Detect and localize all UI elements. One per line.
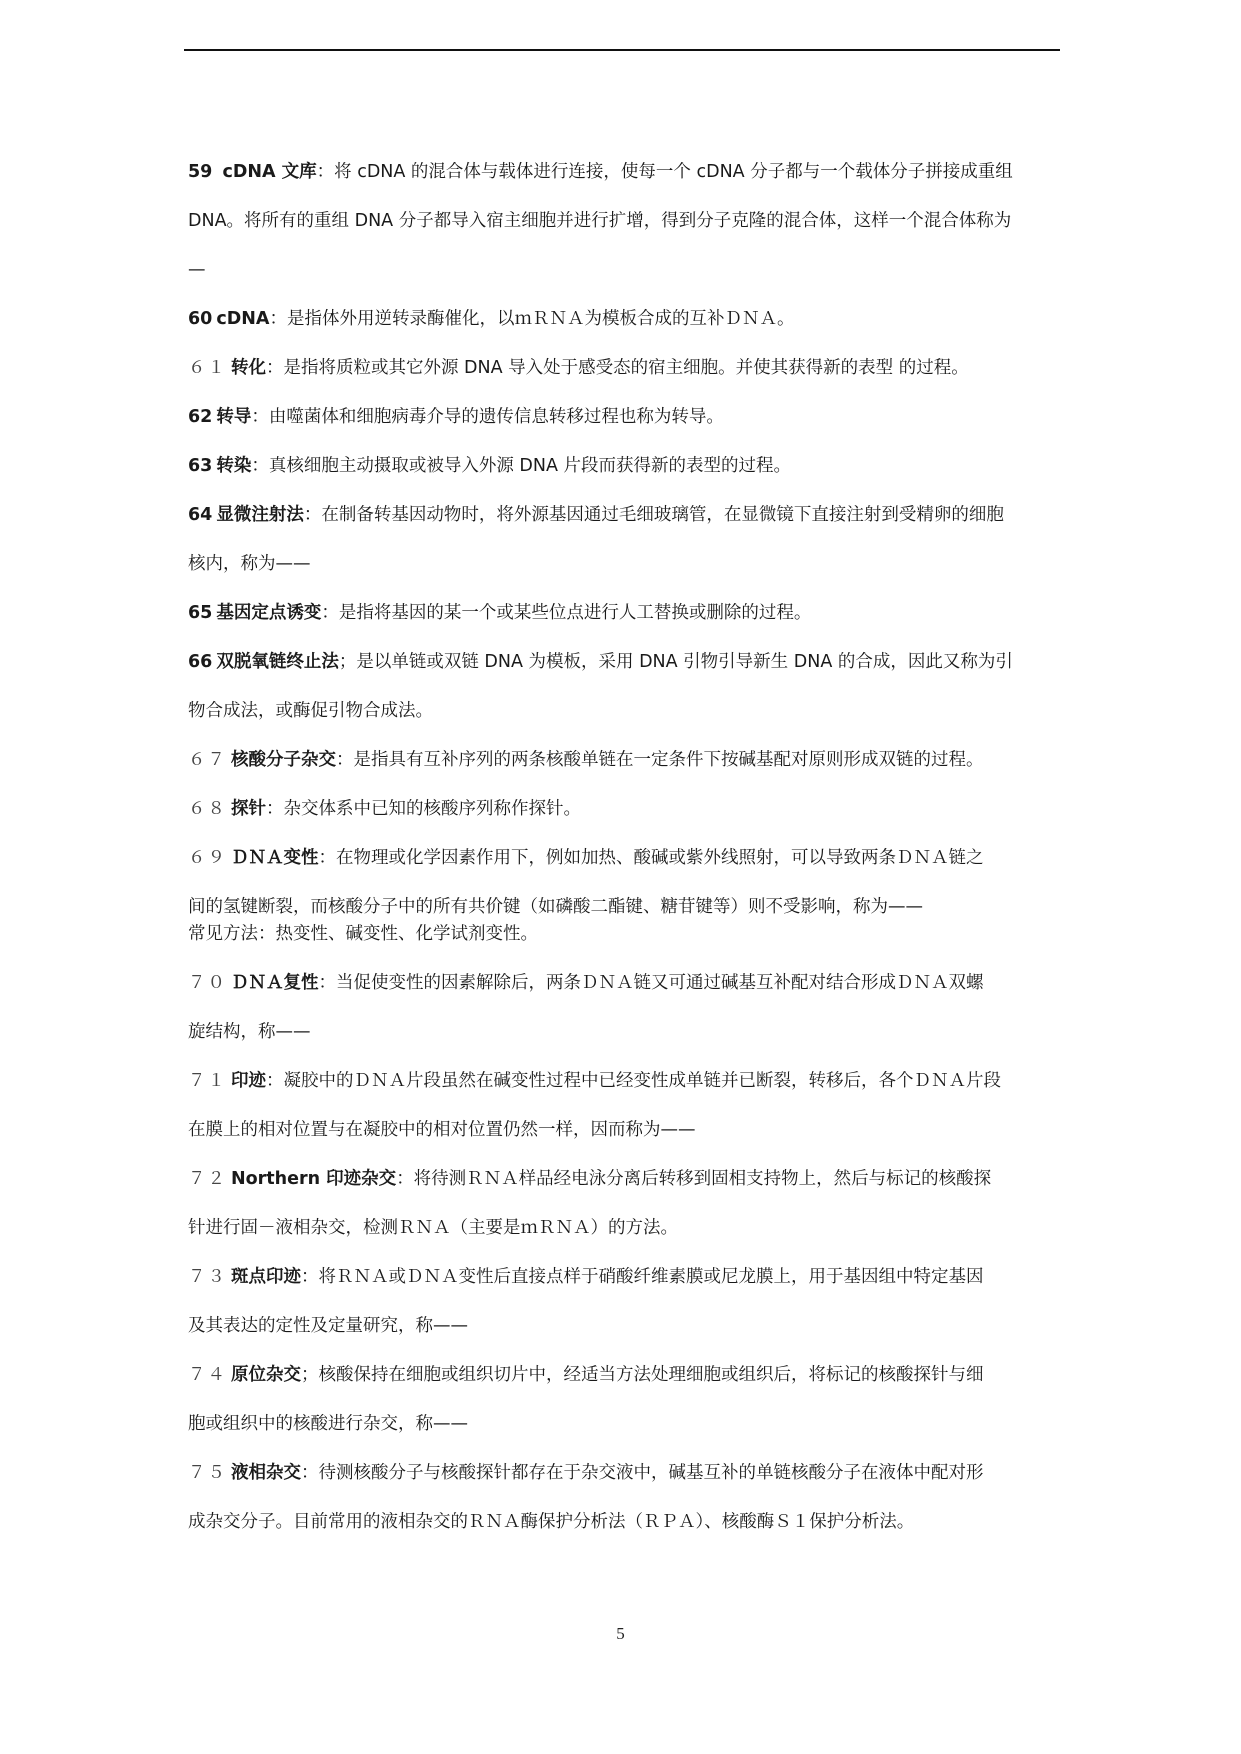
entry-text: ：是指具有互补序列的两条核酸单链在一定条件下按碱基配对原则形成双链的过程。: [336, 750, 984, 770]
document-line: [188, 971, 1056, 995]
entry-text: ：将 cDNA 的混合体与载体进行连接，使每一个 cDNA 分子都与一个载体分子拼接成重组: [316, 162, 1013, 182]
entry-number: 63: [188, 456, 213, 476]
document-line: [188, 1461, 1056, 1485]
entry-number: ６９: [188, 848, 227, 868]
entry-number: 64: [188, 505, 213, 525]
document-line: [188, 1020, 1056, 1044]
document-line: [188, 1314, 1056, 1338]
entry-term: cDNA 文库: [216, 162, 317, 182]
entry-term: 双脱氧链终止法: [216, 652, 339, 672]
entry-term: ＤＮＡ变性: [231, 848, 319, 868]
entry-text: ；核酸保持在细胞或组织切片中，经适当方法处理细胞或组织后，将标记的核酸探针与细: [301, 1365, 984, 1385]
entry-text: 核内，称为——: [188, 554, 311, 574]
entry-text: 旋结构，称——: [188, 1022, 311, 1042]
entry-number: ７１: [188, 1071, 227, 1091]
entry-text: 常见方法：热变性、碱变性、化学试剂变性。: [188, 924, 538, 944]
entry-text: ：是指将质粒或其它外源 DNA 导入处于感受态的宿主细胞。并使其获得新的表型 的过程。: [266, 358, 969, 378]
entry-number: 62: [188, 407, 213, 427]
entry-term: 显微注射法: [216, 505, 304, 525]
entry-text: ：真核细胞主动摄取或被导入外源 DNA 片段而获得新的表型的过程。: [251, 456, 792, 476]
entry-term: cDNA: [216, 309, 270, 329]
entry-term: 探针: [231, 799, 266, 819]
document-line: [188, 503, 1056, 527]
entry-number: ７５: [188, 1463, 227, 1483]
document-line: [188, 1216, 1056, 1240]
entry-number: 66: [188, 652, 213, 672]
entry-term: 印迹: [231, 1071, 266, 1091]
document-line: [188, 1167, 1056, 1191]
document-line: [188, 356, 1056, 380]
entry-text: 物合成法，或酶促引物合成法。: [188, 701, 433, 721]
entry-term: 原位杂交: [231, 1365, 301, 1385]
entry-number: 65: [188, 603, 213, 623]
entry-text: 成杂交分子。目前常用的液相杂交的ＲＮＡ酶保护分析法（ＲＰＡ）、核酸酶Ｓ１保护分析法。: [188, 1512, 915, 1532]
document-line: [188, 1510, 1056, 1534]
entry-text: ：是指体外用逆转录酶催化，以ｍＲＮＡ为模板合成的互补ＤＮＡ。: [269, 309, 795, 329]
document-line: [188, 1118, 1056, 1142]
document-line: [188, 922, 1056, 946]
document-body: [188, 160, 1056, 1559]
document-line: [188, 405, 1056, 429]
entry-number: ７０: [188, 973, 227, 993]
document-line: [188, 601, 1056, 625]
document-line: [188, 846, 1056, 870]
entry-text: ：当促使变性的因素解除后，两条ＤＮＡ链又可通过碱基互补配对结合形成ＤＮＡ双螺: [318, 973, 984, 993]
document-line: [188, 1069, 1056, 1093]
entry-number: ７２: [188, 1169, 227, 1189]
entry-term: ＤＮＡ复性: [231, 973, 319, 993]
document-line: [188, 895, 1056, 919]
document-line: [188, 1265, 1056, 1289]
entry-number: ７４: [188, 1365, 227, 1385]
entry-text: DNA。将所有的重组 DNA 分子都导入宿主细胞并进行扩增，得到分子克隆的混合体，这样一个混合体称为: [188, 211, 1012, 231]
entry-term: 转化: [231, 358, 266, 378]
entry-text: 在膜上的相对位置与在凝胶中的相对位置仍然一样，因而称为——: [188, 1120, 696, 1140]
entry-term: 液相杂交: [231, 1463, 301, 1483]
document-line: [188, 748, 1056, 772]
entry-term: 转染: [216, 456, 252, 476]
entry-text: ：由噬菌体和细胞病毒介导的遗传信息转移过程也称为转导。: [251, 407, 724, 427]
entry-number: ６８: [188, 799, 227, 819]
entry-text: 胞或组织中的核酸进行杂交，称——: [188, 1414, 468, 1434]
entry-text: ：将待测ＲＮＡ样品经电泳分离后转移到固相支持物上，然后与标记的核酸探: [396, 1169, 992, 1189]
entry-text: ：待测核酸分子与核酸探针都存在于杂交液中，碱基互补的单链核酸分子在液体中配对形: [301, 1463, 984, 1483]
document-line: [188, 699, 1056, 723]
header-rule: [184, 49, 1060, 51]
entry-text: 及其表达的定性及定量研究，称——: [188, 1316, 468, 1336]
entry-term: 基因定点诱变: [216, 603, 322, 623]
document-line: [188, 650, 1056, 674]
entry-text: ：在物理或化学因素作用下，例如加热、酸碱或紫外线照射，可以导致两条ＤＮＡ链之: [318, 848, 984, 868]
entry-term: 转导: [216, 407, 252, 427]
document-line: [188, 160, 1056, 184]
document-line: [188, 1412, 1056, 1436]
entry-text: —: [188, 260, 206, 280]
entry-text: ：杂交体系中已知的核酸序列称作探针。: [266, 799, 581, 819]
document-line: [188, 797, 1056, 821]
entry-number: ７３: [188, 1267, 227, 1287]
document-line: [188, 552, 1056, 576]
entry-term: 核酸分子杂交: [231, 750, 336, 770]
entry-text: ：在制备转基因动物时，将外源基因通过毛细玻璃管，在显微镜下直接注射到受精卵的细胞: [303, 505, 1004, 525]
document-line: [188, 209, 1056, 233]
entry-text: ：是指将基因的某一个或某些位点进行人工替换或删除的过程。: [321, 603, 812, 623]
entry-number: ６１: [188, 358, 227, 378]
entry-term: 斑点印迹: [231, 1267, 301, 1287]
entry-text: 间的氢键断裂，而核酸分子中的所有共价键（如磷酸二酯键、糖苷键等）则不受影响，称为——: [188, 897, 923, 917]
document-line: [188, 307, 1056, 331]
entry-number: 59: [188, 162, 213, 182]
entry-number: ６７: [188, 750, 227, 770]
entry-number: 60: [188, 309, 213, 329]
page-number: 5: [616, 1624, 625, 1643]
entry-text: ：将ＲＮＡ或ＤＮＡ变性后直接点样于硝酸纤维素膜或尼龙膜上，用于基因组中特定基因: [301, 1267, 984, 1287]
entry-term: Northern 印迹杂交: [231, 1169, 397, 1189]
entry-text: ：凝胶中的ＤＮＡ片段虽然在碱变性过程中已经变性成单链并已断裂，转移后，各个ＤＮＡ片段: [266, 1071, 1001, 1091]
document-line: [188, 258, 1056, 282]
document-line: [188, 1363, 1056, 1387]
entry-text: ；是以单链或双链 DNA 为模板，采用 DNA 引物引导新生 DNA 的合成，因此又称为引: [338, 652, 1013, 672]
entry-text: 针进行固－液相杂交，检测ＲＮＡ（主要是ｍＲＮＡ）的方法。: [188, 1218, 678, 1238]
document-line: [188, 454, 1056, 478]
